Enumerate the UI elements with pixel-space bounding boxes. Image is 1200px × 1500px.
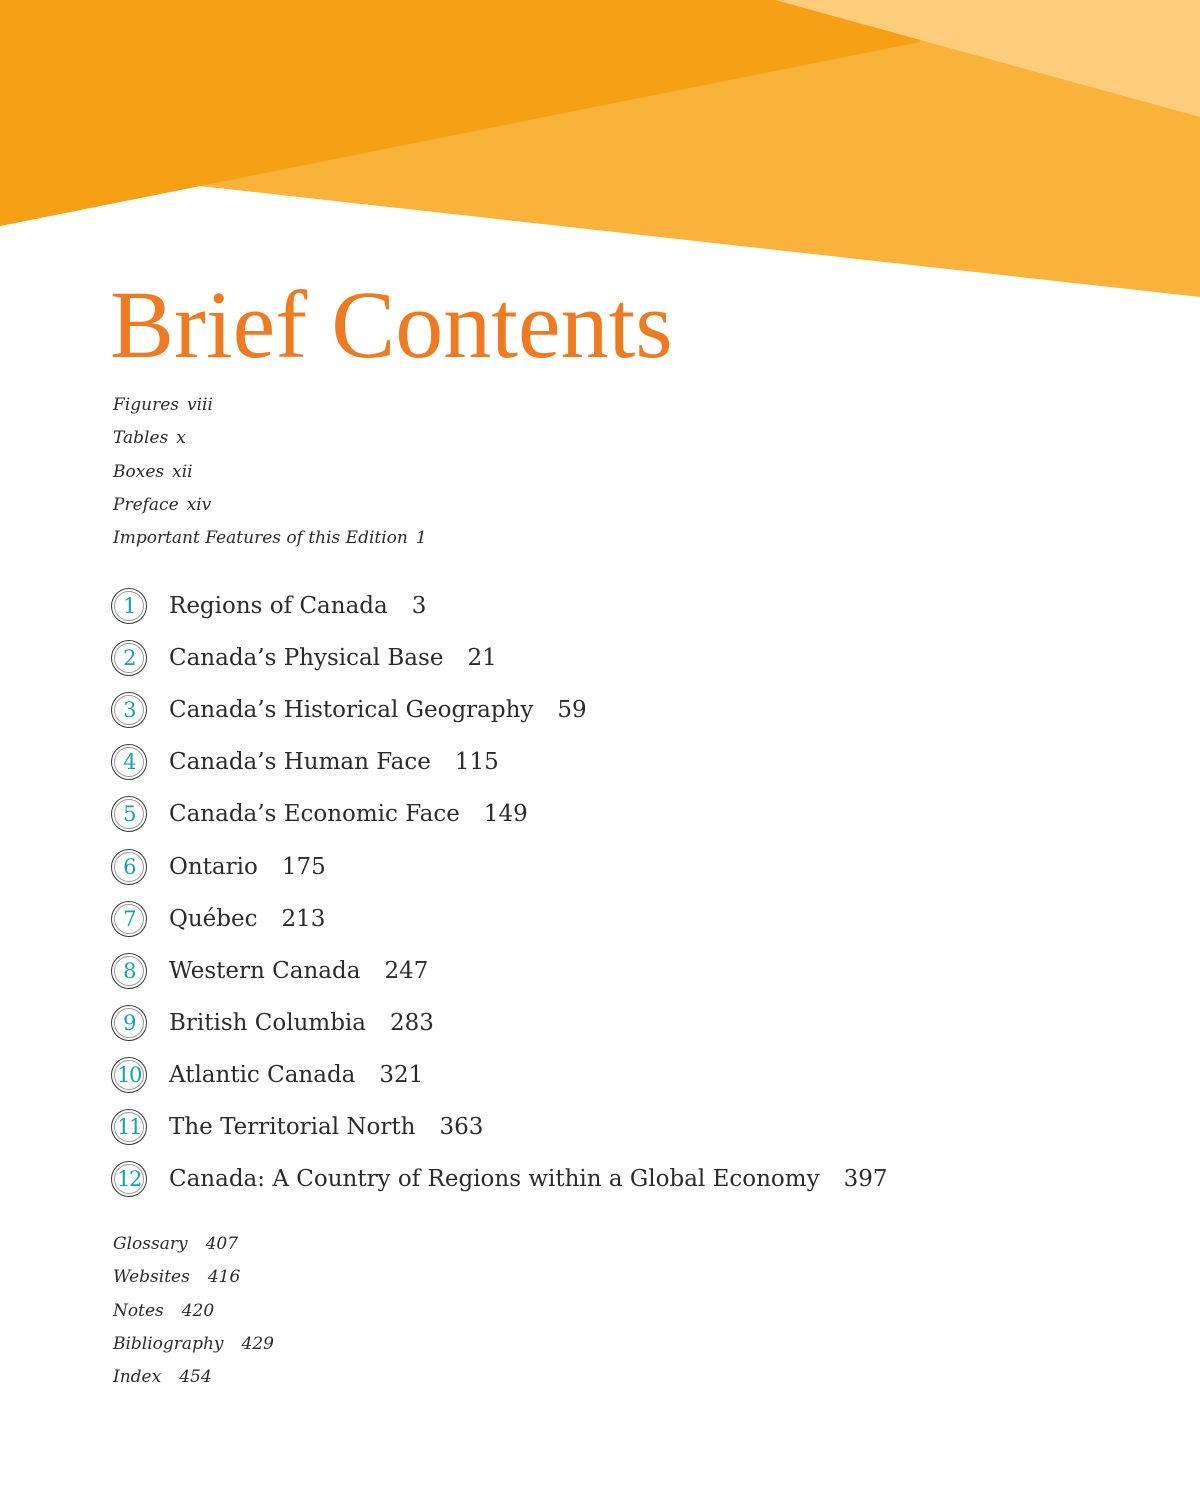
chapter-title: Western Canada <box>169 957 361 984</box>
entry-label: Glossary <box>113 1234 188 1254</box>
back-matter-list <box>113 1231 274 1397</box>
chapter-page: 247 <box>384 957 429 984</box>
chapter-page: 3 <box>411 593 427 620</box>
chapter-entry[interactable] <box>111 580 888 632</box>
chapter-number: 11 <box>117 1114 141 1139</box>
front-matter-item[interactable] <box>113 525 427 558</box>
entry-label: Boxes <box>113 461 165 482</box>
back-matter-item[interactable] <box>113 1298 274 1331</box>
chapter-title: Canada’s Physical Base <box>169 645 444 672</box>
chapter-number-badge <box>111 640 147 676</box>
entry-page: 407 <box>205 1234 239 1254</box>
front-matter-list <box>113 392 427 558</box>
chapter-title: Canada’s Human Face <box>169 749 431 776</box>
chapter-number: 9 <box>123 1010 135 1035</box>
chapter-entry[interactable] <box>111 736 888 788</box>
chapter-entry[interactable] <box>111 893 888 945</box>
chapter-page: 213 <box>281 905 326 932</box>
chapter-list <box>111 580 888 1205</box>
chapter-title: Regions of Canada <box>169 593 388 620</box>
chapter-entry[interactable] <box>111 945 888 997</box>
page-title: Brief Contents <box>110 271 673 378</box>
chapter-number-badge <box>111 849 147 885</box>
chapter-number-badge <box>111 953 147 989</box>
chapter-entry[interactable] <box>111 684 888 736</box>
entry-label: Figures <box>113 395 179 415</box>
chapter-page: 175 <box>281 853 326 880</box>
chapter-title: Ontario <box>169 853 258 880</box>
entry-label: Tables <box>113 428 169 449</box>
chapter-number: 5 <box>123 802 135 827</box>
entry-page: viii <box>186 395 213 415</box>
chapter-number-badge <box>111 1005 147 1041</box>
chapter-number-badge <box>111 1057 147 1093</box>
front-matter-item[interactable] <box>113 392 427 425</box>
chapter-page: 397 <box>843 1166 888 1193</box>
chapter-number: 12 <box>117 1167 141 1192</box>
entry-label: Index <box>113 1367 162 1388</box>
chapter-number: 1 <box>123 594 135 619</box>
entry-label: Notes <box>113 1300 164 1321</box>
chapter-title: Atlantic Canada <box>169 1061 356 1088</box>
chapter-title: British Columbia <box>169 1009 366 1036</box>
chapter-entry[interactable] <box>111 997 888 1049</box>
chapter-entry[interactable] <box>111 1153 888 1205</box>
chapter-page: 115 <box>454 749 499 776</box>
chapter-entry[interactable] <box>111 632 888 684</box>
entry-page: x <box>176 428 186 449</box>
back-matter-item[interactable] <box>113 1264 274 1297</box>
chapter-number-badge <box>111 1161 147 1197</box>
chapter-number-badge <box>111 1109 147 1145</box>
entry-page: 429 <box>241 1333 274 1354</box>
front-matter-item[interactable] <box>113 459 427 492</box>
chapter-page: 21 <box>467 645 497 672</box>
chapter-number: 2 <box>123 646 135 671</box>
chapter-number: 8 <box>123 958 135 983</box>
back-matter-item[interactable] <box>113 1364 274 1397</box>
entry-page: xiv <box>186 494 212 515</box>
chapter-page: 149 <box>483 801 528 828</box>
entry-page: xii <box>172 461 193 482</box>
chapter-number-badge <box>111 901 147 937</box>
chapter-title: Québec <box>169 905 258 932</box>
chapter-page: 363 <box>439 1113 484 1140</box>
chapter-number: 6 <box>123 854 135 879</box>
entry-label: Websites <box>113 1267 190 1288</box>
back-matter-item[interactable] <box>113 1331 274 1364</box>
chapter-title: The Territorial North <box>169 1113 416 1140</box>
chapter-number: 7 <box>123 906 135 931</box>
chapter-entry[interactable] <box>111 1101 888 1153</box>
chapter-number-badge <box>111 796 147 832</box>
entry-page: 1 <box>415 528 427 549</box>
chapter-number: 10 <box>117 1062 141 1087</box>
chapter-entry[interactable] <box>111 1049 888 1101</box>
chapter-entry[interactable] <box>111 840 888 892</box>
entry-page: 420 <box>181 1300 215 1321</box>
chapter-number: 4 <box>123 750 135 775</box>
entry-label: Preface <box>113 494 179 515</box>
entry-label: Bibliography <box>113 1333 224 1354</box>
chapter-page: 59 <box>557 697 587 724</box>
entry-label: Important Features of this Edition <box>113 528 408 549</box>
header-banner <box>0 0 1200 300</box>
chapter-number-badge <box>111 588 147 624</box>
chapter-page: 321 <box>379 1061 424 1088</box>
entry-page: 454 <box>179 1367 212 1388</box>
chapter-title: Canada’s Economic Face <box>169 801 460 828</box>
front-matter-item[interactable] <box>113 492 427 525</box>
chapter-number: 3 <box>123 698 135 723</box>
chapter-entry[interactable] <box>111 788 888 840</box>
chapter-title: Canada: A Country of Regions within a Global Economy <box>169 1166 820 1193</box>
entry-page: 416 <box>207 1267 241 1288</box>
chapter-title: Canada’s Historical Geography <box>169 697 534 724</box>
chapter-number-badge <box>111 692 147 728</box>
chapter-number-badge <box>111 744 147 780</box>
chapter-page: 283 <box>390 1009 434 1036</box>
front-matter-item[interactable] <box>113 425 427 458</box>
back-matter-item[interactable] <box>113 1231 274 1264</box>
